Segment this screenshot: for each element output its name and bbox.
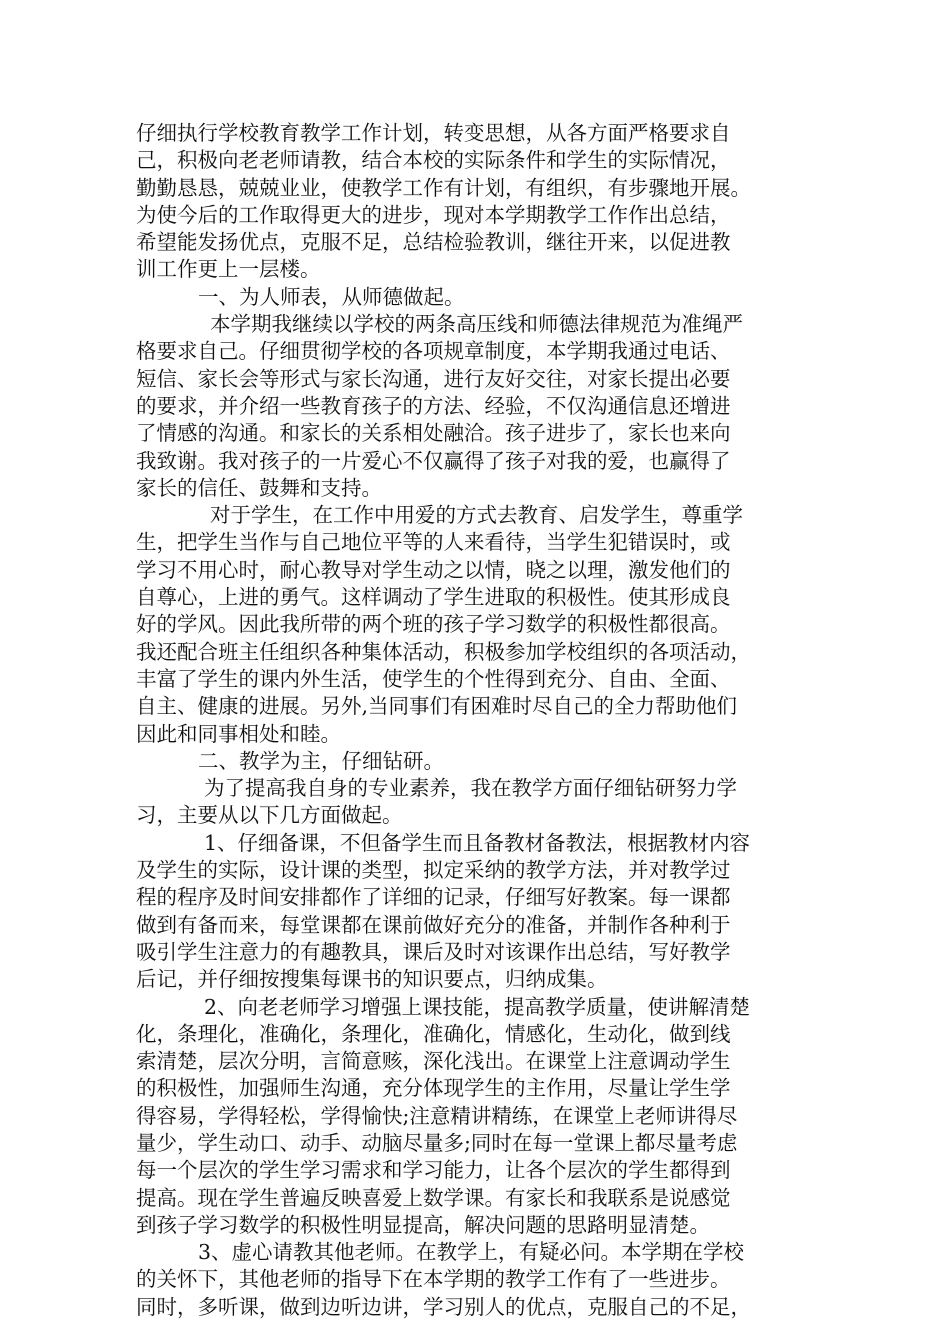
text-line: 希望能发扬优点，克服不足，总结检验教训，继往开来，以促进教 xyxy=(136,230,731,255)
text-line: 我还配合班主任组织各种集体活动，积极参加学校组织的各项活动， xyxy=(136,639,751,664)
text-line: 仔细执行学校教育教学工作计划，转变思想，从各方面严格要求自 xyxy=(136,121,731,145)
text-line: 勤勤恳恳，兢兢业业，使教学工作有计划，有组织，有步骤地开展。 xyxy=(136,175,751,200)
text-line: 我致谢。我对孩子的一片爱心不仅赢得了孩子对我的爱，也赢得了 xyxy=(136,448,731,473)
text-line: 自主、健康的进展。另外,当同事们有困难时尽自己的全力帮助他们 xyxy=(136,694,738,719)
text-line: 对于学生，在工作中用爱的方式去教育、启发学生，尊重学 xyxy=(210,503,743,528)
text-line: 索清楚，层次分明，言简意赅，深化浅出。在课堂上注意调动学生 xyxy=(136,1049,731,1074)
text-line: 己，积极向老老师请教，结合本校的实际条件和学生的实际情况， xyxy=(136,148,731,173)
text-line: 了情感的沟通。和家长的关系相处融洽。孩子进步了，家长也来向 xyxy=(136,421,731,446)
text-line: 及学生的实际，设计课的类型，拟定采纳的教学方法，并对教学过 xyxy=(136,858,731,883)
text-line: 量少，学生动口、动手、动脑尽量多;同时在每一堂课上都尽量考虑 xyxy=(136,1130,738,1155)
text-line: 生，把学生当作与自己地位平等的人来看待，当学生犯错误时，或 xyxy=(136,530,731,555)
text-line: 1、仔细备课，不但备学生而且备教材备教法，根据教材内容 xyxy=(204,830,751,855)
text-line: 二、教学为主，仔细钻研。 xyxy=(198,748,444,773)
text-line: 训工作更上一层楼。 xyxy=(136,257,321,282)
text-line: 为使今后的工作取得更大的进步，现对本学期教学工作作出总结， xyxy=(136,202,731,227)
text-line: 的积极性，加强师生沟通，充分体现学生的主作用，尽量让学生学 xyxy=(136,1076,731,1101)
text-line: 格要求自己。仔细贯彻学校的各项规章制度，本学期我通过电话、 xyxy=(136,339,731,364)
text-line: 自尊心，上进的勇气。这样调动了学生进取的积极性。使其形成良 xyxy=(136,585,731,610)
text-line: 一、为人师表，从师德做起。 xyxy=(198,284,465,309)
text-line: 吸引学生注意力的有趣教具，课后及时对该课作出总结，写好教学 xyxy=(136,939,731,964)
text-line: 短信、家长会等形式与家长沟通，进行友好交往，对家长提出必要 xyxy=(136,366,731,391)
text-line: 提高。现在学生普遍反映喜爱上数学课。有家长和我联系是说感觉 xyxy=(136,1185,731,1210)
text-line: 到孩子学习数学的积极性明显提高，解决问题的思路明显清楚。 xyxy=(136,1212,710,1237)
text-line: 好的学风。因此我所带的两个班的孩子学习数学的积极性都很高。 xyxy=(136,612,731,637)
text-line: 本学期我继续以学校的两条高压线和师德法律规范为准绳严 xyxy=(210,312,743,337)
text-line: 丰富了学生的课内外生活，使学生的个性得到充分、自由、全面、 xyxy=(136,666,731,691)
text-line: 化，条理化，准确化，条理化，准确化，情感化，生动化，做到线 xyxy=(136,1021,731,1046)
text-line: 每一个层次的学生学习需求和学习能力，让各个层次的学生都得到 xyxy=(136,1158,731,1183)
text-line: 2、向老老师学习增强上课技能，提高教学质量，使讲解清楚 xyxy=(204,994,751,1019)
text-line: 习，主要从以下几方面做起。 xyxy=(136,803,403,828)
text-line: 程的程序及时间安排都作了详细的记录，仔细写好教案。每一课都 xyxy=(136,885,731,910)
text-line: 的要求，并介绍一些教育孩子的方法、经验，不仅沟通信息还增进 xyxy=(136,393,731,418)
text-line: 同时，多听课，做到边听边讲，学习别人的优点，克服自己的不足， xyxy=(136,1294,751,1319)
text-line: 因此和同事相处和睦。 xyxy=(136,721,341,746)
text-line: 得容易，学得轻松，学得愉快;注意精讲精练，在课堂上老师讲得尽 xyxy=(136,1103,738,1128)
text-line: 学习不用心时，耐心教导对学生动之以情，晓之以理，激发他们的 xyxy=(136,557,731,582)
text-line: 3、虚心请教其他老师。在教学上，有疑必问。本学期在学校 xyxy=(198,1240,745,1265)
text-line: 做到有备而来，每堂课都在课前做好充分的准备，并制作各种利于 xyxy=(136,912,731,937)
text-line: 为了提高我自身的专业素养，我在教学方面仔细钻研努力学 xyxy=(204,776,737,801)
text-line: 家长的信任、鼓舞和支持。 xyxy=(136,475,382,500)
document-body xyxy=(136,120,836,1321)
text-line: 的关怀下，其他老师的指导下在本学期的教学工作有了一些进步。 xyxy=(136,1267,731,1292)
text-line: 后记，并仔细按搜集每课书的知识要点，归纳成集。 xyxy=(136,967,608,992)
